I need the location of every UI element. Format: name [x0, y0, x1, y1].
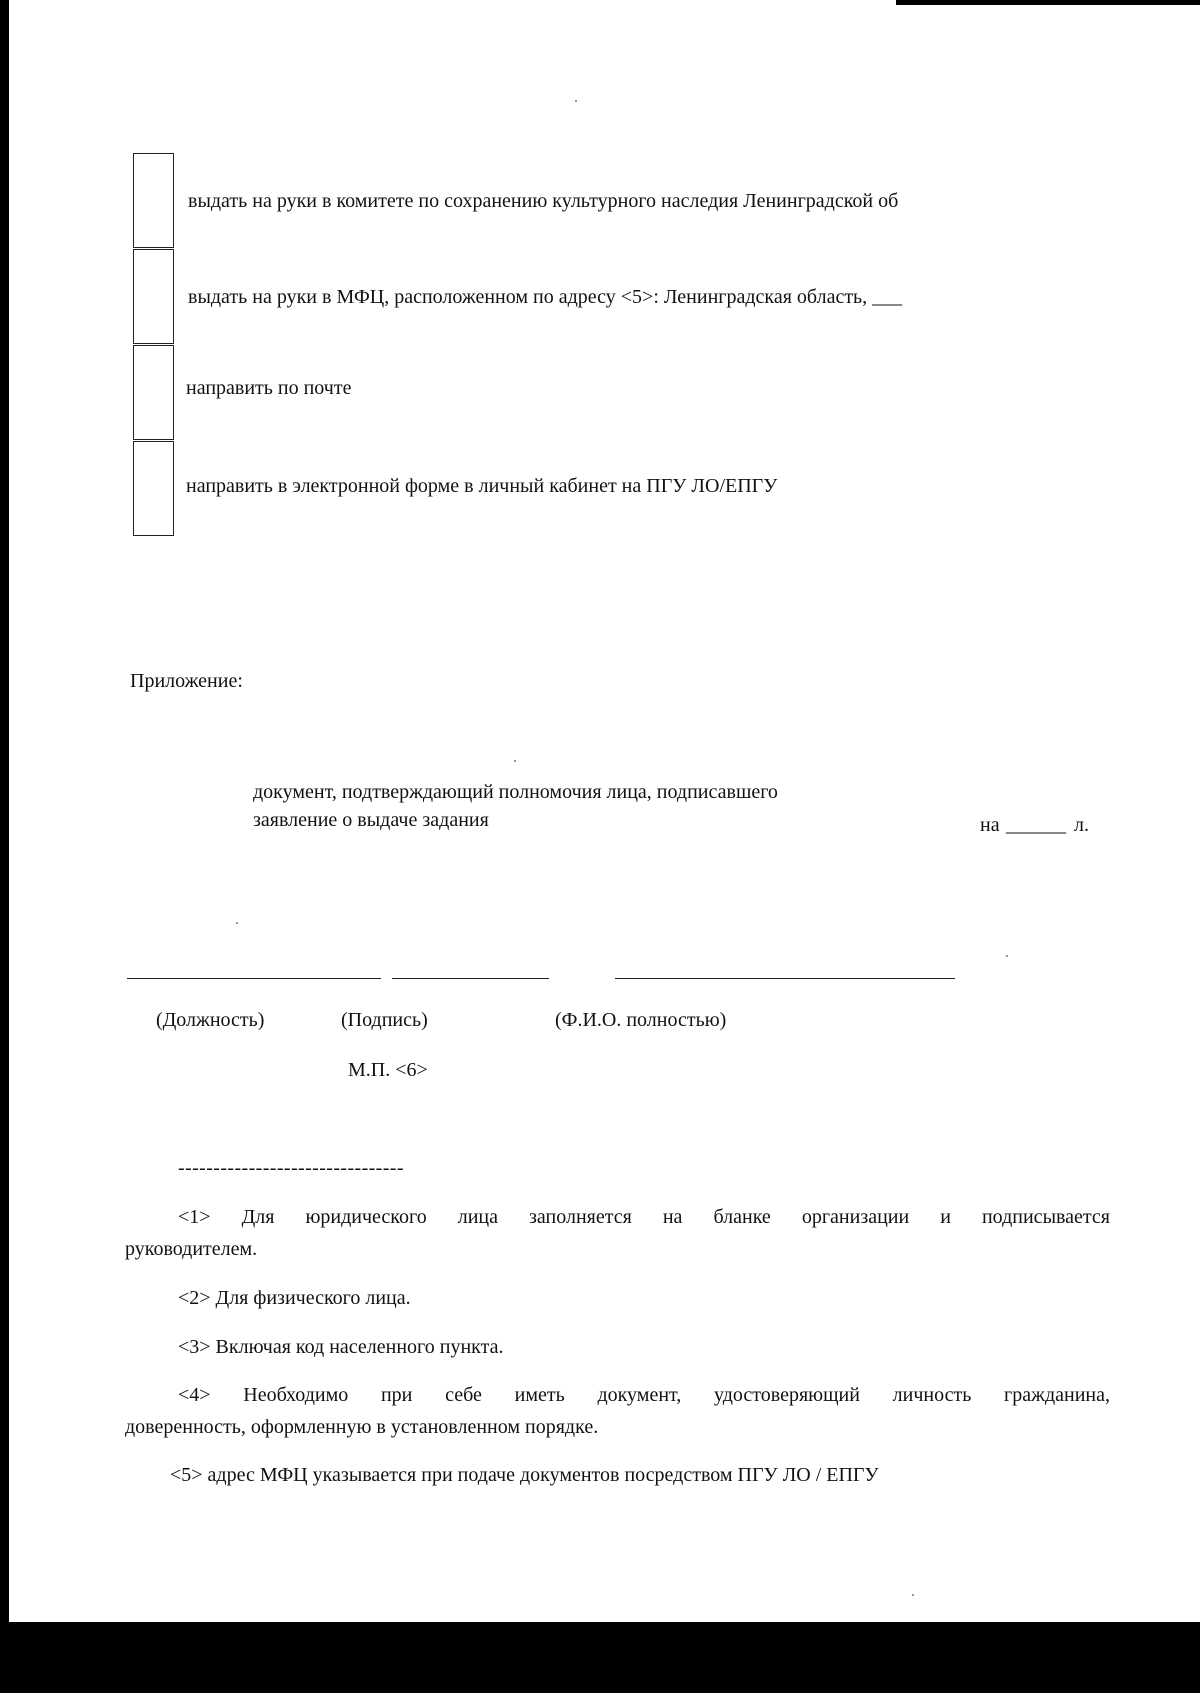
attachment-pages-suffix: л. — [1074, 814, 1089, 836]
footnote-5: <5> адрес МФЦ указывается при подаче документов посредством ПГУ ЛО / ЕПГУ — [170, 1464, 879, 1486]
scan-speck — [236, 922, 238, 924]
attachment-heading: Приложение: — [130, 670, 243, 692]
attachment-line-2: заявление о выдаче задания — [253, 809, 489, 831]
option-deliver-mfc: выдать на руки в МФЦ, расположенном по адресу <5>: Ленинградская область, ___ — [188, 286, 903, 308]
signature-label: (Подпись) — [341, 1009, 428, 1031]
option-deliver-committee: выдать на руки в комитете по сохранению культурного наследия Ленинградской об — [188, 190, 899, 212]
full-name-label: (Ф.И.О. полностью) — [555, 1009, 727, 1031]
scan-speck — [912, 1594, 914, 1596]
footnote-2: <2> Для физического лица. — [178, 1287, 411, 1309]
option-send-by-post: направить по почте — [186, 377, 352, 399]
attachment-pages-prefix: на — [980, 814, 1000, 836]
attachment-pages-blank[interactable]: ______ — [1006, 814, 1066, 836]
checkbox-send-by-post[interactable] — [133, 345, 174, 440]
option-send-electronic: направить в электронной форме в личный кабинет на ПГУ ЛО/ЕПГУ — [186, 475, 778, 497]
stamp-label: М.П. <6> — [348, 1059, 428, 1081]
attachment-line-1: документ, подтверждающий полномочия лица, подписавшего — [253, 781, 778, 803]
footnote-1-line-2: руководителем. — [125, 1238, 258, 1260]
signature-underline[interactable] — [392, 978, 549, 979]
footnote-4-line-2: доверенность, оформленную в установленном порядке. — [125, 1416, 599, 1438]
checkbox-send-electronic[interactable] — [133, 441, 174, 536]
full-name-underline[interactable] — [615, 978, 955, 979]
position-label: (Должность) — [156, 1009, 265, 1031]
scan-speck — [514, 760, 516, 762]
scan-speck — [1006, 955, 1008, 957]
scan-speck — [575, 100, 577, 102]
footnote-3: <3> Включая код населенного пункта. — [178, 1336, 504, 1358]
position-underline[interactable] — [127, 978, 381, 979]
scan-edge-left — [0, 0, 9, 1693]
footnote-1-line-1: <1> Для юридического лица заполняется на бланке организации и подписывается — [178, 1206, 1110, 1228]
footnote-separator: -------------------------------- — [178, 1157, 404, 1179]
scan-edge-bottom — [0, 1622, 1200, 1693]
scan-edge-top — [896, 0, 1200, 5]
checkbox-deliver-committee[interactable] — [133, 153, 174, 248]
footnote-4-line-1: <4> Необходимо при себе иметь документ, удостоверяющий личность гражданина, — [178, 1384, 1110, 1406]
checkbox-deliver-mfc[interactable] — [133, 249, 174, 344]
